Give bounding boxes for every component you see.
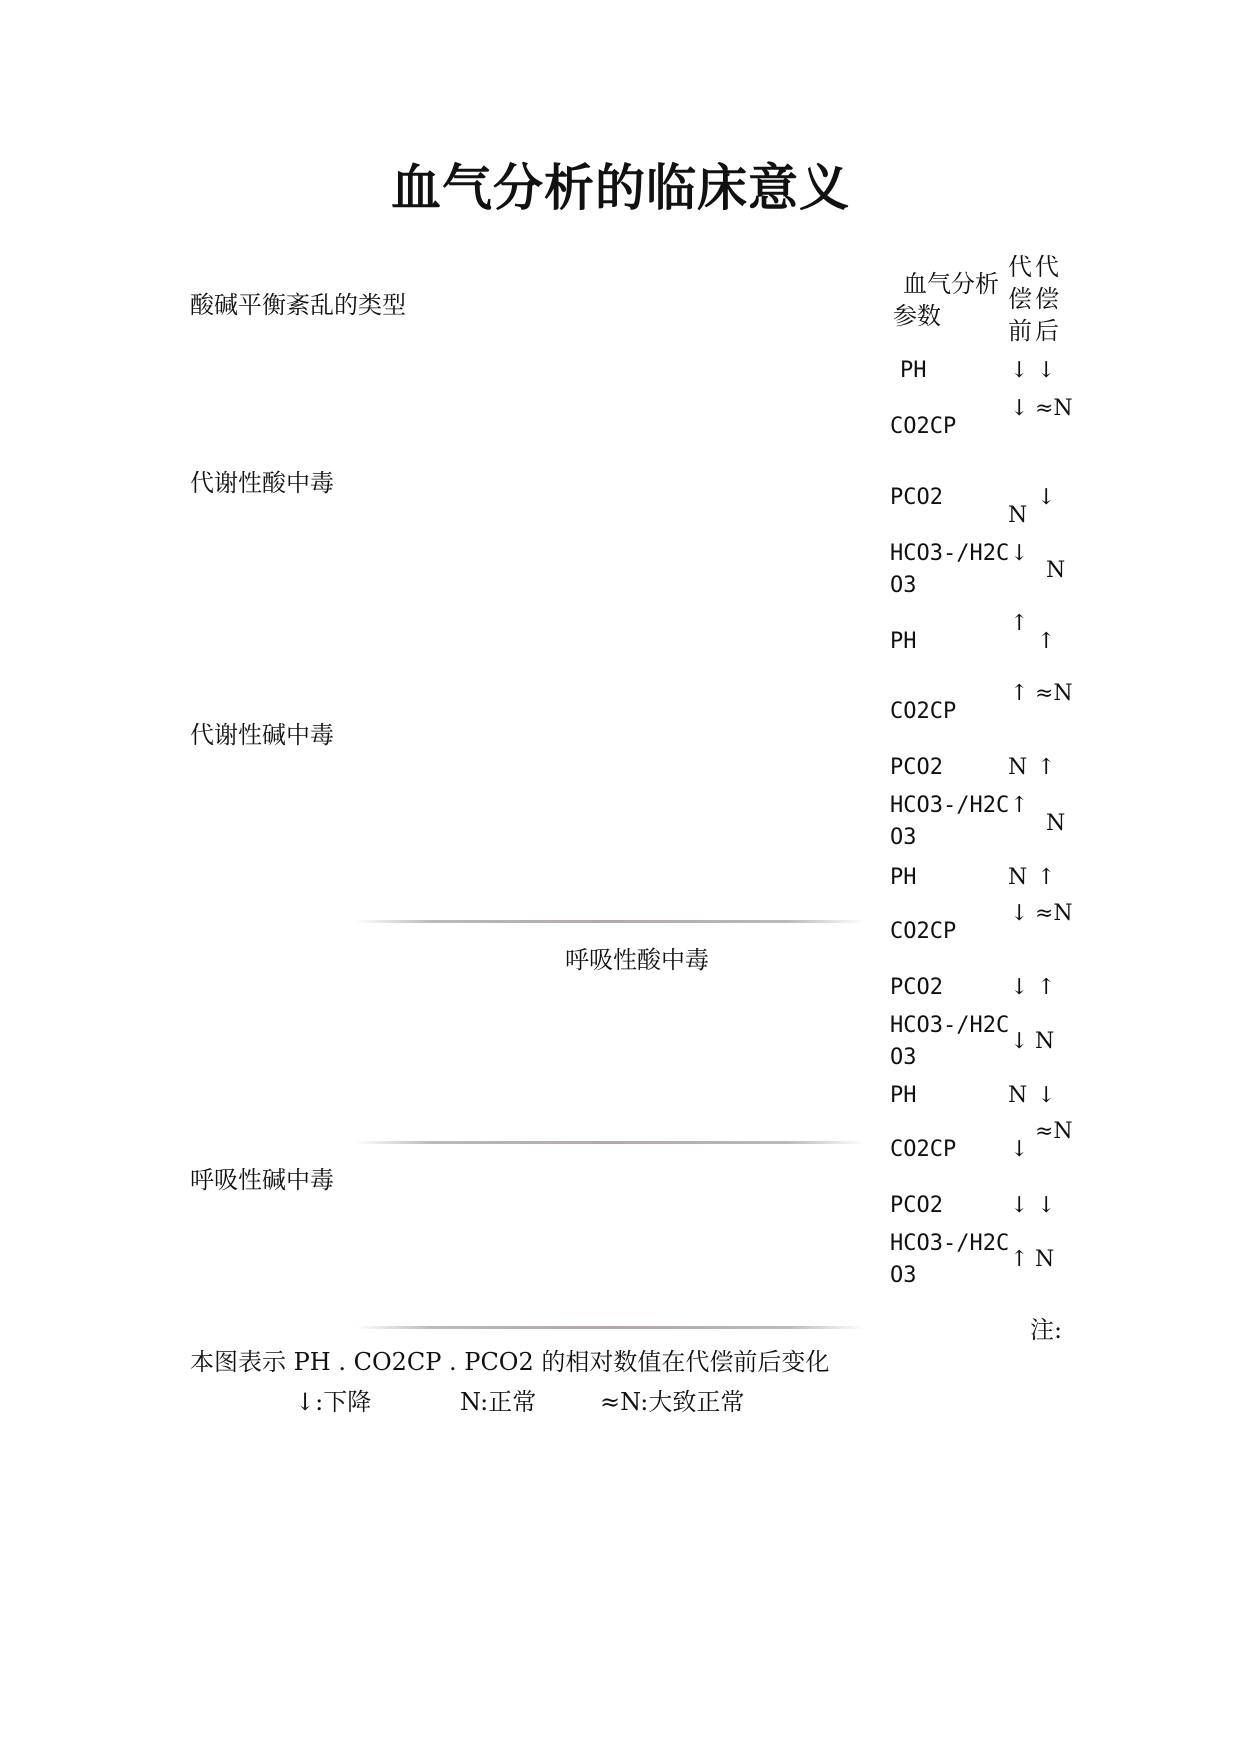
param-pco2: PCO2 (890, 485, 943, 510)
param-line: O3 (890, 573, 917, 598)
param-hco3-h2co3 (890, 790, 1009, 854)
param-header-line2: 参数 (893, 302, 941, 330)
value-after: ↓ (1037, 1083, 1056, 1108)
value-after: ↓ (1037, 485, 1056, 510)
value-after: ↓ (1037, 1193, 1056, 1218)
param-hco3-h2co3 (890, 1228, 1009, 1292)
value-after: ≈N (1035, 396, 1073, 421)
param-pco2: PCO2 (890, 755, 943, 780)
value-after: N (1035, 1029, 1055, 1054)
legend-item-decrease (295, 1382, 371, 1417)
page-title: 血气分析的临床意义 (391, 158, 850, 217)
param-ph: PH (890, 1083, 917, 1108)
value-after: N (1046, 811, 1066, 836)
note-label: 注: (1030, 1316, 1063, 1344)
type-column-header: 酸碱平衡紊乱的类型 (190, 291, 406, 319)
value-after: ≈N (1035, 1119, 1073, 1144)
value-before: ↓ (1010, 396, 1029, 421)
before-header-char: 前 (1008, 317, 1032, 345)
param-co2cp: CO2CP (890, 1137, 957, 1162)
legend-text: :正常 (480, 1388, 537, 1416)
param-line: HCO3-/H2C (890, 1013, 1010, 1038)
legend-item-approx-normal (600, 1382, 744, 1417)
value-before: ↑ (1010, 681, 1029, 706)
group-name-metabolic-acidosis: 代谢性酸中毒 (190, 469, 334, 497)
legend-symbol: ≈N (600, 1388, 641, 1416)
param-ph: PH (890, 629, 917, 654)
legend-text: :下降 (315, 1388, 372, 1416)
value-after: ≈N (1035, 901, 1073, 926)
legend-symbol: N (460, 1388, 481, 1416)
group-name-metabolic-alkalosis: 代谢性碱中毒 (190, 721, 334, 749)
before-header-char: 代 (1008, 253, 1032, 281)
param-co2cp: CO2CP (890, 919, 957, 944)
separator-line (355, 920, 865, 923)
separator-line (355, 1141, 865, 1144)
down-arrow-icon: ↓ (295, 1388, 316, 1416)
value-before: ↓ (1010, 975, 1029, 1000)
param-header-line1: 血气分析 (903, 270, 999, 298)
value-before: ↑ (1010, 1247, 1029, 1272)
param-co2cp: CO2CP (890, 414, 957, 439)
value-after: ↑ (1037, 865, 1056, 890)
value-after: ↑ (1037, 755, 1056, 780)
param-line: O3 (890, 825, 917, 850)
param-line: O3 (890, 1045, 917, 1070)
footnote: 本图表示 PH . CO2CP . PCO2 的相对数值在代偿前后变化 (190, 1348, 830, 1376)
value-before: ↓ (1010, 901, 1029, 926)
param-pco2: PCO2 (890, 975, 943, 1000)
value-before: ↓ (1010, 1137, 1029, 1162)
value-before: ↓ (1010, 1193, 1029, 1218)
param-pco2: PCO2 (890, 1193, 943, 1218)
after-header-char: 偿 (1035, 285, 1059, 313)
param-ph: PH (900, 358, 927, 383)
param-hco3-h2co3 (890, 538, 1009, 602)
group-name-respiratory-alkalosis: 呼吸性碱中毒 (190, 1166, 334, 1194)
value-after: ↑ (1037, 629, 1056, 654)
value-before: ↓ (1010, 1029, 1029, 1054)
before-column-header (1008, 251, 1032, 347)
legend-item-normal (460, 1382, 536, 1417)
value-before: N (1008, 503, 1028, 528)
param-line: HCO3-/H2C (890, 541, 1010, 566)
before-header-char: 偿 (1008, 285, 1032, 313)
separator-line (355, 1326, 865, 1329)
value-before: ↑ (1010, 793, 1029, 818)
param-line: HCO3-/H2C (890, 793, 1010, 818)
value-before: ↓ (1010, 541, 1029, 566)
value-after: ≈N (1035, 681, 1073, 706)
group-name-respiratory-acidosis: 呼吸性酸中毒 (565, 946, 709, 974)
after-header-char: 代 (1035, 253, 1059, 281)
value-before: N (1008, 755, 1028, 780)
value-after: ↓ (1037, 358, 1056, 383)
value-after: ↑ (1037, 975, 1056, 1000)
param-column-header (893, 268, 999, 332)
value-before: ↓ (1010, 358, 1029, 383)
after-column-header (1035, 251, 1059, 347)
value-before: N (1008, 865, 1028, 890)
value-after: N (1035, 1247, 1055, 1272)
after-header-char: 后 (1035, 317, 1059, 345)
param-co2cp: CO2CP (890, 699, 957, 724)
param-ph: PH (890, 865, 917, 890)
value-before: N (1008, 1083, 1028, 1108)
legend-text: :大致正常 (640, 1388, 745, 1416)
param-line: O3 (890, 1263, 917, 1288)
value-after: N (1046, 558, 1066, 583)
value-before: ↑ (1010, 611, 1029, 636)
param-hco3-h2co3 (890, 1010, 1009, 1074)
param-line: HCO3-/H2C (890, 1231, 1010, 1256)
